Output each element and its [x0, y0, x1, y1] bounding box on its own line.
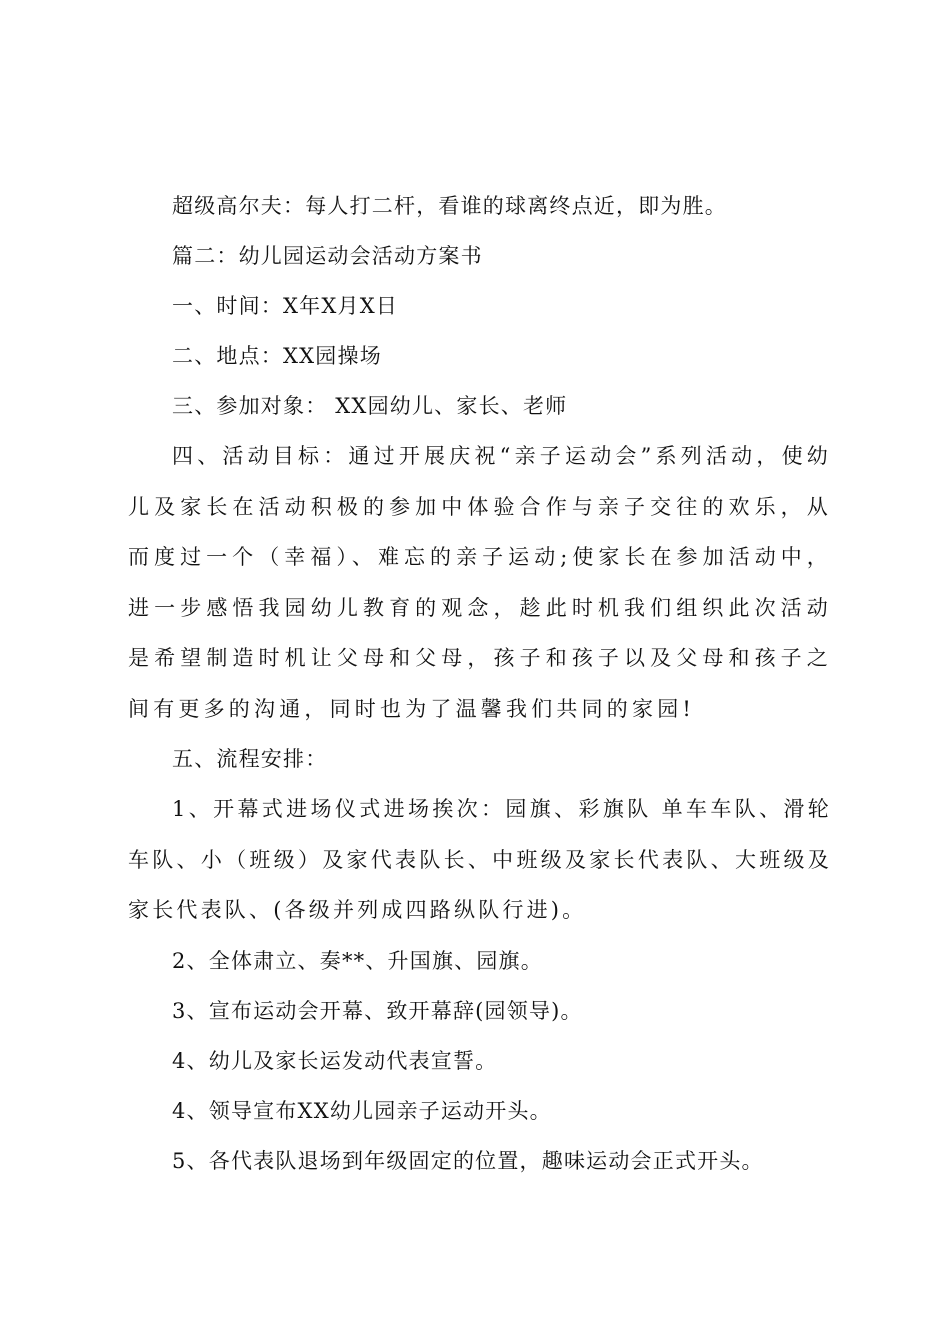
- place-line: 二、地点：XX园操场: [172, 344, 382, 368]
- participants-line: 三、参加对象： XX园幼儿、家长、老师: [172, 394, 568, 418]
- section-title: 篇二：幼儿园运动会活动方案书: [172, 244, 483, 268]
- step-4b-line: 4、领导宣布XX幼儿园亲子运动开头。: [172, 1098, 552, 1123]
- goal-paragraph: 四、活动目标：通过开展庆祝“亲子运动会”系列活动，使幼儿及家长在活动积极的参加中体验合作与亲子交往的欢乐，从而度过一个（幸福）、难忘的亲子运动;使家长在参加活动中，进一步感悟我园幼儿教育的观念，趁此时机我们组织此次活动是希望制造时机让父母和父母，孩子和孩子以及父母和孩子之间有更多的沟通，同时也为了温馨我们共同的家园!: [128, 444, 832, 721]
- flow-heading: 五、流程安排：: [172, 747, 328, 771]
- step-2-line: 2、全体肃立、奏**、升国旗、园旗。: [172, 948, 543, 973]
- golf-rule-line: 超级高尔夫：每人打二杆，看谁的球离终点近，即为胜。: [172, 194, 727, 218]
- step-4a-line: 4、幼儿及家长运发动代表宣誓。: [172, 1048, 498, 1073]
- step-1-paragraph: 1、开幕式进场仪式进场挨次：园旗、彩旗队 单车车队、滑轮车队、小（班级）及家代表队长、中班级及家长代表队、大班级及家长代表队、(各级并列成四路纵队行进)。: [128, 797, 832, 922]
- step-5-line: 5、各代表队退场到年级固定的位置，趣味运动会正式开头。: [172, 1148, 764, 1173]
- step-3-line: 3、宣布运动会开幕、致开幕辞(园领导)。: [172, 998, 583, 1023]
- time-line: 一、时间：X年X月X日: [172, 294, 399, 318]
- document-body: [128, 181, 832, 1186]
